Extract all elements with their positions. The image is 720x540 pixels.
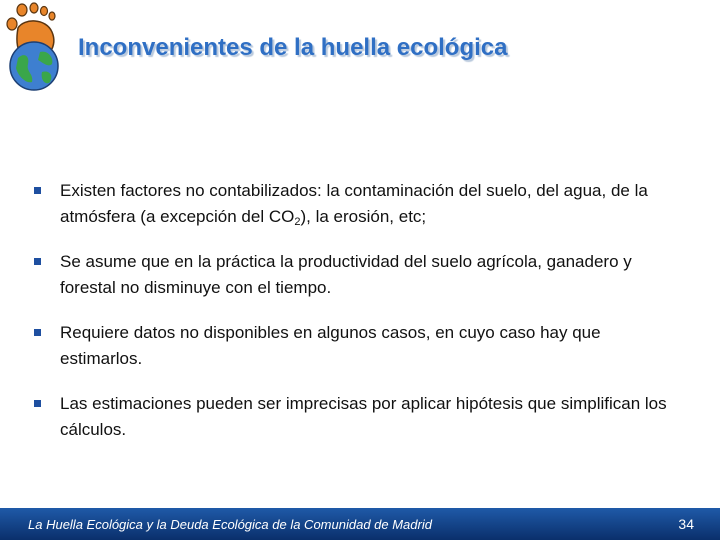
bullet-item (34, 391, 684, 443)
subscript: 2 (294, 216, 301, 228)
bullet-item (34, 249, 684, 301)
foot-on-globe-icon (4, 2, 68, 94)
bullet-text: Existen factores no contabilizados: la contaminación del suelo, del agua, de la atmósfera (a excepción del $CO_2$), la erosión, etc; (60, 181, 648, 228)
bullet-square-icon (34, 400, 41, 407)
footer-text: La Huella Ecológica y la Deuda Ecológica de la Comunidad de Madrid (28, 517, 432, 532)
bullet-square-icon (34, 329, 41, 336)
bullet-square-icon (34, 258, 41, 265)
bullet-text: Requiere datos no disponibles en algunos casos, en cuyo caso hay que estimarlos. (60, 323, 601, 368)
bullet-item (34, 178, 684, 230)
slide-title: Inconvenientes de la huella ecológica (78, 34, 508, 61)
bullet-text: Las estimaciones pueden ser imprecisas por aplicar hipótesis que simplifican los cálculos. (60, 394, 667, 439)
bullet-square-icon (34, 187, 41, 194)
bullet-text: Se asume que en la práctica la productividad del suelo agrícola, ganadero y forestal no disminuye con el tiempo. (60, 252, 632, 297)
bullet-list (34, 178, 684, 462)
page-number: 34 (678, 516, 694, 532)
foot-globe-logo (4, 2, 68, 94)
bullet-item (34, 320, 684, 372)
footer-bar (0, 508, 720, 540)
